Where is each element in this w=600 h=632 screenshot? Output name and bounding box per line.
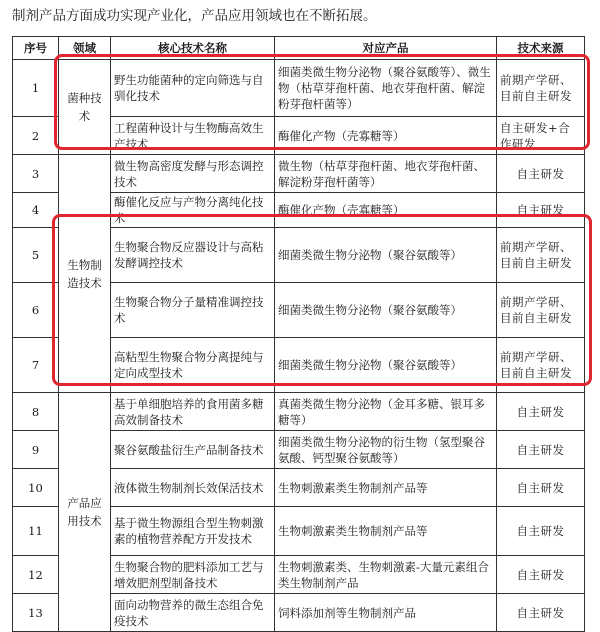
tech-name: 聚谷氨酸盐衍生产品制备技术 (111, 431, 275, 469)
product: 微生物（枯草芽孢杆菌、地衣芽孢杆菌、解淀粉芽孢杆菌等） (275, 155, 497, 193)
row-number: 3 (13, 155, 59, 193)
row-number: 13 (13, 594, 59, 632)
source: 前期产学研、目前自主研发 (497, 283, 585, 338)
tech-name: 基于单细胞培养的食用菌多糖高效制备技术 (111, 393, 275, 431)
tech-name: 面向动物营养的微生态组合免疫技术 (111, 594, 275, 632)
header-domain: 领域 (59, 37, 111, 60)
domain-cell: 产品应用技术 (59, 393, 111, 632)
tech-name: 野生功能菌种的定向筛选与自驯化技术 (111, 60, 275, 117)
header-seq: 序号 (13, 37, 59, 60)
tech-name: 高粘型生物聚合物分离提纯与定向成型技术 (111, 338, 275, 393)
intro-text: 制剂产品方面成功实现产业化，产品应用领域也在不断拓展。 (12, 8, 377, 24)
source: 自主研发 (497, 431, 585, 469)
domain-cell: 菌种技术 (59, 60, 111, 155)
domain-cell: 生物制造技术 (59, 155, 111, 393)
tech-name: 生物聚合物的肥料添加工艺与增效肥剂型制备技术 (111, 556, 275, 594)
product: 酶催化产物（壳寡糖等） (275, 117, 497, 155)
product: 生物刺激素类生物制剂产品等 (275, 507, 497, 556)
row-number: 1 (13, 60, 59, 117)
source: 前期产学研、目前自主研发 (497, 60, 585, 117)
header-tech-name: 核心技术名称 (111, 37, 275, 60)
product: 酶催化产物（壳寡糖等） (275, 193, 497, 228)
row-number: 2 (13, 117, 59, 155)
row-number: 5 (13, 228, 59, 283)
product: 细菌类微生物分泌物（聚谷氨酸等）、微生物（枯草芽孢杆菌、地衣芽孢杆菌、解淀粉芽孢杆菌等） (275, 60, 497, 117)
row-number: 11 (13, 507, 59, 556)
source: 前期产学研、目前自主研发 (497, 338, 585, 393)
table-row (13, 155, 585, 193)
source: 自主研发 (497, 193, 585, 228)
row-number: 8 (13, 393, 59, 431)
highlight-box-seed-tech (54, 54, 590, 150)
source: 自主研发+合作研发 (497, 117, 585, 155)
source: 自主研发 (497, 393, 585, 431)
tech-name: 基于微生物源组合型生物刺激素的植物营养配方开发技术 (111, 507, 275, 556)
product: 饲料添加剂等生物制剂产品 (275, 594, 497, 632)
header-product: 对应产品 (275, 37, 497, 60)
tech-name: 液体微生物制剂长效保活技术 (111, 469, 275, 507)
product: 生物刺激素类生物制剂产品等 (275, 469, 497, 507)
product: 细菌类微生物分泌物（聚谷氨酸等） (275, 283, 497, 338)
tech-name: 酶催化反应与产物分离纯化技术 (111, 193, 275, 228)
source: 自主研发 (497, 469, 585, 507)
row-number: 12 (13, 556, 59, 594)
tech-name: 生物聚合物分子量精准调控技术 (111, 283, 275, 338)
row-number: 4 (13, 193, 59, 228)
source: 自主研发 (497, 507, 585, 556)
row-number: 7 (13, 338, 59, 393)
highlight-box-bio-manufacturing (52, 214, 592, 386)
source: 前期产学研、目前自主研发 (497, 228, 585, 283)
tech-name: 工程菌种设计与生物酶高效生产技术 (111, 117, 275, 155)
product: 细菌类微生物分泌物（聚谷氨酸等） (275, 338, 497, 393)
product: 真菌类微生物分泌物（金耳多糖、银耳多糖等） (275, 393, 497, 431)
table-row (13, 393, 585, 431)
product: 细菌类微生物分泌物（聚谷氨酸等） (275, 228, 497, 283)
header-source: 技术来源 (497, 37, 585, 60)
product: 细菌类微生物分泌物的衍生物（氢型聚谷氨酸、钙型聚谷氨酸等） (275, 431, 497, 469)
row-number: 10 (13, 469, 59, 507)
row-number: 9 (13, 431, 59, 469)
row-number: 6 (13, 283, 59, 338)
source: 自主研发 (497, 594, 585, 632)
tech-name: 生物聚合物反应器设计与高粘发酵调控技术 (111, 228, 275, 283)
tech-name: 微生物高密度发酵与形态调控技术 (111, 155, 275, 193)
source: 自主研发 (497, 556, 585, 594)
source: 自主研发 (497, 155, 585, 193)
product: 生物刺激素类、生物刺激素-大量元素组合类生物制剂产品 (275, 556, 497, 594)
